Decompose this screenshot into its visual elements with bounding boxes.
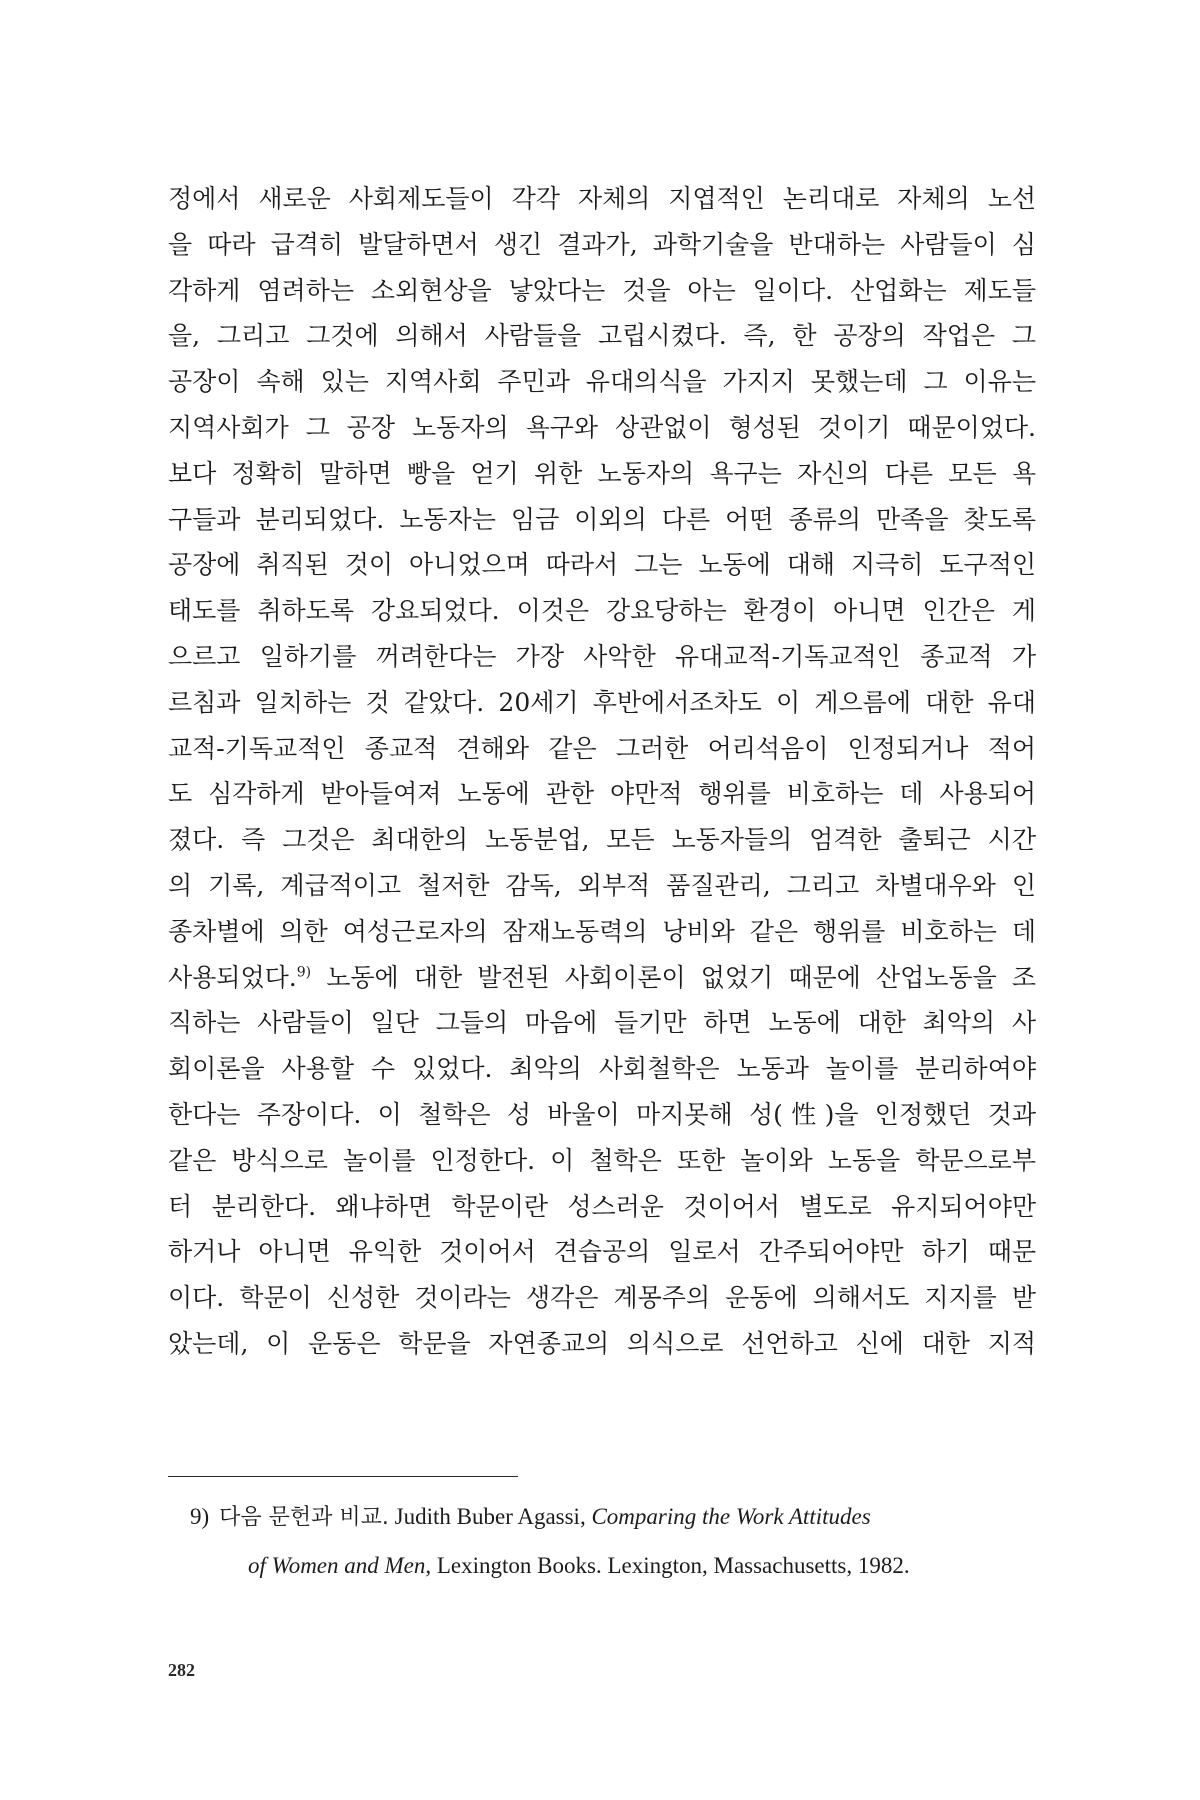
body-line-3: 각하게 염려하는 소외현상을 낳았다는 것을 아는 일이다. 산업화는 제도들	[168, 275, 1036, 305]
body-line-13: 교적-기독교적인 종교적 견해와 같은 그러한 어리석음이 인정되거나 적어	[168, 733, 1036, 763]
body-line-5: 공장이 속해 있는 지역사회 주민과 유대의식을 가지지 못했는데 그 이유는	[168, 367, 1036, 397]
body-line-14: 도 심각하게 받아들여져 노동에 관한 야만적 행위를 비호하는 데 사용되어	[168, 779, 1036, 809]
body-line-8: 구들과 분리되었다. 노동자는 임금 이외의 다른 어떤 종류의 만족을 찾도록	[168, 504, 1036, 534]
body-line-18-start: 사용되었다.	[168, 962, 297, 992]
body-line-23: 터 분리한다. 왜냐하면 학문이란 성스러운 것이어서 별도로 유지되어야만	[168, 1191, 1036, 1221]
body-line-10: 태도를 취하도록 강요되었다. 이것은 강요당하는 환경이 아니면 인간은 게	[168, 596, 1036, 626]
body-line-4: 을, 그리고 그것에 의해서 사람들을 고립시켰다. 즉, 한 공장의 작업은 그	[168, 321, 1036, 351]
body-line-24: 하거나 아니면 유익한 것이어서 견습공의 일로서 간주되어야만 하기 때문	[168, 1237, 1036, 1267]
body-line-18	[168, 955, 1036, 1001]
body-line-9: 공장에 취직된 것이 아니었으며 따라서 그는 노동에 대해 지극히 도구적인	[168, 550, 1036, 580]
footnote-publisher: , Lexington Books. Lexington, Massachusetts, 1982.	[425, 1553, 910, 1578]
footnote	[190, 1493, 1042, 1590]
body-line-17: 종차별에 의한 여성근로자의 잠재노동력의 낭비와 같은 행위를 비호하는 데	[168, 916, 1036, 946]
footnote-author: Judith Buber Agassi,	[394, 1504, 586, 1529]
body-line-19: 직하는 사람들이 일단 그들의 마음에 들기만 하면 노동에 대한 최악의 사	[168, 1008, 1036, 1038]
footnote-title-part1: Comparing the Work Attitudes	[591, 1504, 871, 1529]
footnote-line-1	[190, 1493, 1042, 1542]
page-number: 282	[168, 1660, 195, 1680]
body-line-7: 보다 정확히 말하면 빵을 얻기 위한 노동자의 욕구는 자신의 다른 모든 욕	[168, 458, 1036, 488]
body-line-11: 으르고 일하기를 꺼려한다는 가장 사악한 유대교적-기독교적인 종교적 가	[168, 641, 1036, 671]
footnote-divider	[168, 1476, 518, 1477]
footnote-number: 9)	[190, 1504, 210, 1529]
body-line-21: 한다는 주장이다. 이 철학은 성 바울이 마지못해 성(性)을 인정했던 것과	[168, 1099, 1036, 1129]
body-line-16: 의 기록, 계급적이고 철저한 감독, 외부적 품질관리, 그리고 차별대우와 인	[168, 870, 1036, 900]
body-line-25: 이다. 학문이 신성한 것이라는 생각은 계몽주의 운동에 의해서도 지지를 받	[168, 1283, 1036, 1313]
body-line-1: 정에서 새로운 사회제도들이 각각 자체의 지엽적인 논리대로 자체의 노선	[168, 184, 1036, 213]
footnote-title-part2: of Women and Men	[248, 1553, 426, 1578]
footnote-line-2	[190, 1542, 1042, 1590]
body-line-2: 을 따라 급격히 발달하면서 생긴 결과가, 과학기술을 반대하는 사람들이 심	[168, 229, 1036, 259]
body-line-26: 았는데, 이 운동은 학문을 자연종교의 의식으로 선언하고 신에 대한 지적	[168, 1328, 1036, 1358]
body-line-18-end: 노동에 대한 발전된 사회이론이 없었기 때문에 산업노동을 조	[311, 962, 1036, 992]
body-line-12: 르침과 일치하는 것 같았다. 20세기 후반에서조차도 이 게으름에 대한 유대	[168, 687, 1036, 717]
body-text	[168, 176, 1036, 1367]
body-line-6: 지역사회가 그 공장 노동자의 욕구와 상관없이 형성된 것이기 때문이었다.	[168, 412, 1036, 442]
body-line-22: 같은 방식으로 놀이를 인정한다. 이 철학은 또한 놀이와 노동을 학문으로부	[168, 1145, 1036, 1175]
body-line-15: 졌다. 즉 그것은 최대한의 노동분업, 모든 노동자들의 엄격한 출퇴근 시간	[168, 825, 1036, 855]
footnote-reference[interactable]: 9)	[296, 964, 312, 981]
footnote-lead: 다음 문헌과 비교.	[219, 1505, 389, 1530]
body-line-20: 회이론을 사용할 수 있었다. 최악의 사회철학은 노동과 놀이를 분리하여야	[168, 1054, 1036, 1084]
